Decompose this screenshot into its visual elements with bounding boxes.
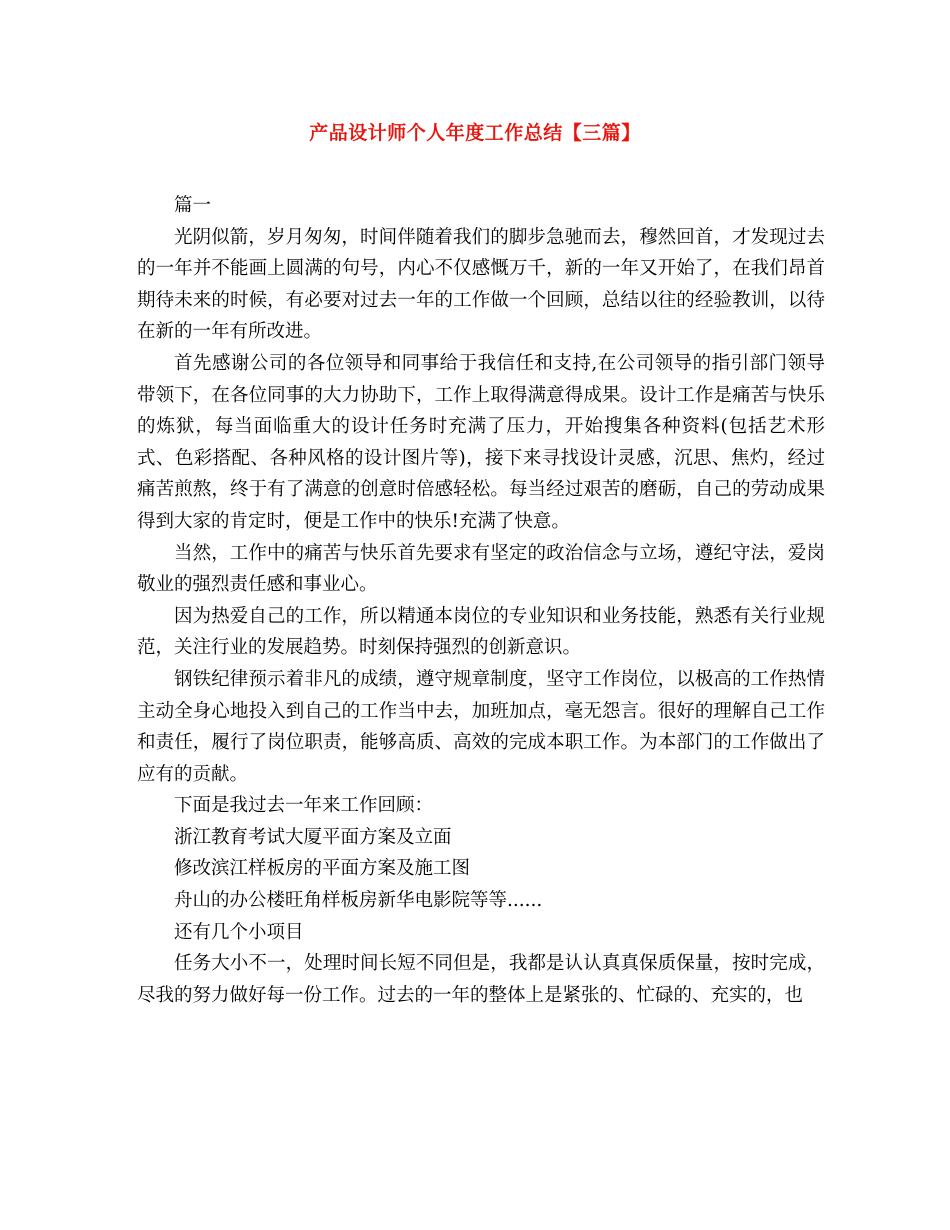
paragraph: 光阴似箭，岁月匆匆，时间伴随着我们的脚步急驰而去，穆然回首，才发现过去的一年并不能画上圆满的句号，内心不仅感慨万千，新的一年又开始了，在我们昂首期待未来的时候，有必要对过去一年的工作做一个回顾，总结以往的经验教训，以待在新的一年有所改进。 — [137, 226, 825, 343]
paragraph: 下面是我过去一年来工作回顾： — [174, 795, 434, 817]
paragraph: 还有几个小项目 — [174, 921, 304, 943]
document-body — [137, 190, 825, 1011]
section-heading: 篇一 — [174, 195, 212, 216]
project-item: 修改滨江样板房的平面方案及施工图 — [174, 858, 471, 880]
paragraph: 任务大小不一，处理时间长短不同但是，我都是认认真真保质保量，按时完成，尽我的努力做好每一份工作。过去的一年的整体上是紧张的、忙碌的、充实的，也 — [137, 953, 825, 1006]
project-item: 浙江教育考试大厦平面方案及立面 — [174, 826, 452, 848]
document-title: 产品设计师个人年度工作总结【三篇】 — [309, 122, 641, 144]
paragraph: 当然，工作中的痛苦与快乐首先要求有坚定的政治信念与立场，遵纪守法，爱岗敬业的强烈责任感和事业心。 — [137, 542, 825, 596]
paragraph: 因为热爱自己的工作，所以精通本岗位的专业知识和业务技能，熟悉有关行业规范，关注行业的发展趋势。时刻保持强烈的创新意识。 — [137, 605, 825, 659]
paragraph: 首先感谢公司的各位领导和同事给于我信任和支持,在公司领导的指引部门领导带领下，在各位同事的大力协助下，工作上取得满意得成果。设计工作是痛苦与快乐的炼狱，每当面临重大的设计任务时充满了压力，开始搜集各种资料(包括艺术形式、色彩搭配、各种风格的设计图片等)，接下来寻找设计灵感，沉思、焦灼，经过痛苦煎熬，终于有了满意的创意时倍感轻松。每当经过艰苦的磨砺，自己的劳动成果得到大家的肯定时，便是工作中的快乐!充满了快意。 — [137, 352, 825, 532]
project-item: 舟山的办公楼旺角样板房新华电影院等等...... — [174, 890, 543, 912]
paragraph: 钢铁纪律预示着非凡的成绩，遵守规章制度，坚守工作岗位，以极高的工作热情主动全身心地投入到自己的工作当中去，加班加点，毫无怨言。很好的理解自己工作和责任，履行了岗位职责，能够高质、高效的完成本职工作。为本部门的工作做出了应有的贡献。 — [137, 668, 825, 785]
